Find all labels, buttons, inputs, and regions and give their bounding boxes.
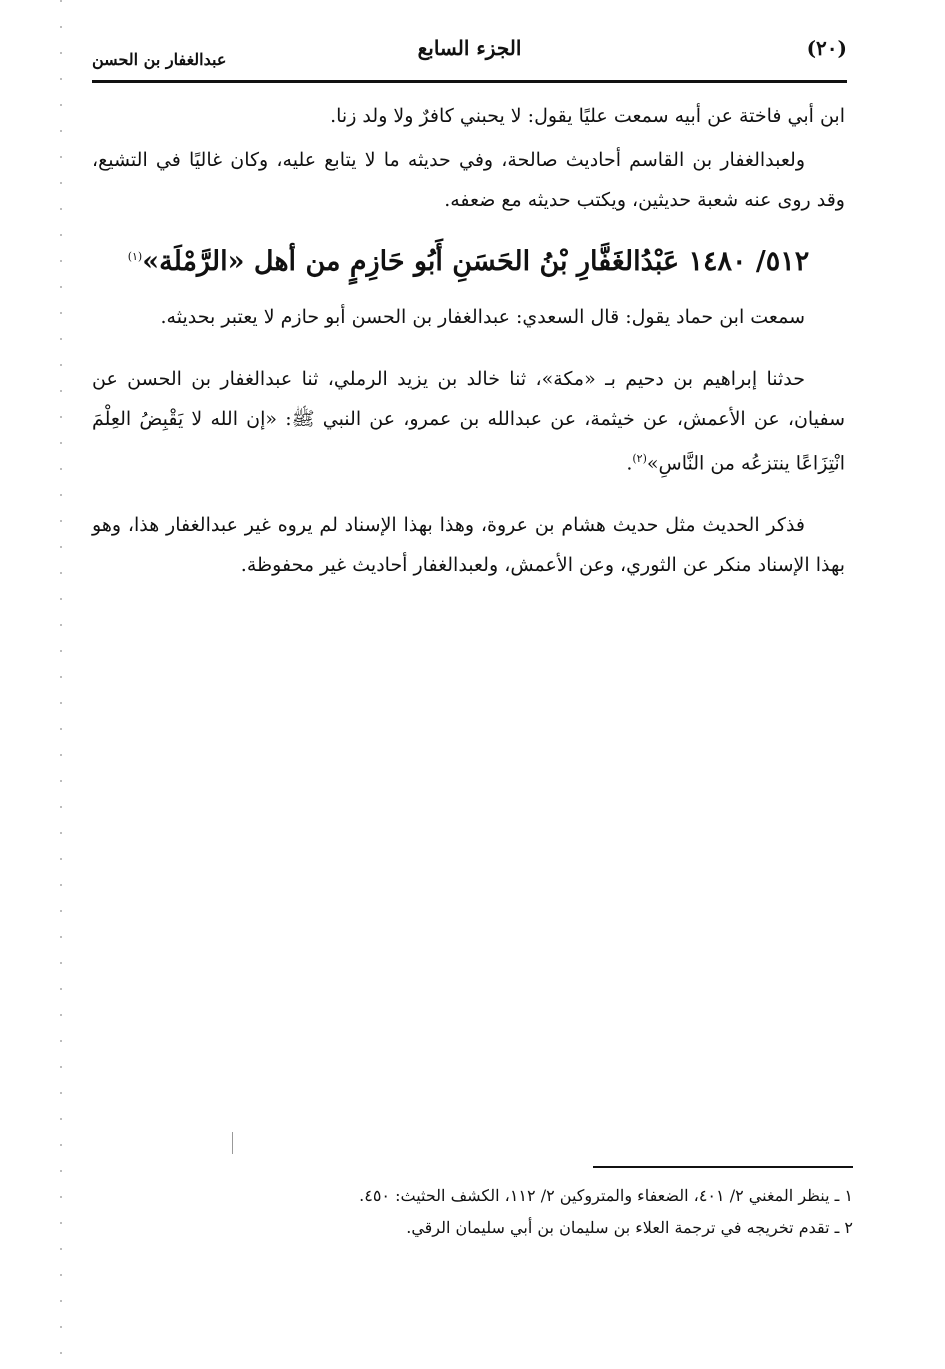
footnote-ref-2: (٢) xyxy=(632,452,647,465)
footnote-2: ٢ ـ تقدم تخريجه في ترجمة العلاء بن سليمان بن أبي سليمان الرقي. xyxy=(406,1218,853,1237)
entry-title-text: ٥١٢/ ١٤٨٠ عَبْدُالغَفَّارِ بْنُ الحَسَنِ أَبُو حَازِمٍ من أهل «الرَّمْلَة» xyxy=(142,246,810,277)
paragraph-4-end: . xyxy=(626,452,633,475)
running-title: عبدالغفار بن الحسن xyxy=(92,50,227,69)
paragraph-5: فذكر الحديث مثل حديث هشام بن عروة، وهذا بهذا الإسناد لم يروه غير عبدالغفار هذا، وهو بهذا الإسناد منكر عن الثوري، وعن الأعمش، ولعبدالغفار أحاديث غير محفوظة. xyxy=(92,514,845,577)
header-rule xyxy=(92,80,847,83)
paragraph-4-text: حدثنا إبراهيم بن دحيم بـ «مكة»، ثنا خالد بن يزيد الرملي، ثنا عبدالغفار بن الحسن عن سفيان، عن الأعمش، عن خيثمة، عن عبدالله بن عمرو، عن النبي ﷺ: «إن الله لا يَقْبِضُ العِلْمَ انْتِزَاعًا ينتزعُه من النَّاسِ» xyxy=(92,368,845,475)
page-header xyxy=(92,34,847,78)
footnote-ref-1: (١) xyxy=(127,250,143,263)
footnote-rule xyxy=(593,1166,853,1168)
scan-mark xyxy=(232,1132,233,1154)
part-title: الجزء السابع xyxy=(417,36,522,60)
binding-edge-dots xyxy=(60,0,62,1369)
footnote-1: ١ ـ ينظر المغني ٢/ ٤٠١، الضعفاء والمتروكين ٢/ ١١٢، الكشف الحثيث: ٤٥٠. xyxy=(359,1186,853,1205)
entry-title xyxy=(92,228,845,291)
paragraph-2: ولعبدالغفار بن القاسم أحاديث صالحة، وفي حديثه ما لا يتابع عليه، وكان غاليًا في التشيع، وقد روى عنه شعبة حديثين، ويكتب حديثه مع ضعفه. xyxy=(92,149,845,211)
page-number: (٢٠) xyxy=(806,36,847,60)
paragraph-3: سمعت ابن حماد يقول: قال السعدي: عبدالغفار بن الحسن أبو حازم لا يعتبر بحديثه. xyxy=(160,306,805,328)
paragraph-4 xyxy=(92,359,845,483)
paragraph-1: ابن أبي فاختة عن أبيه سمعت عليًا يقول: لا يحبني كافرٌ ولا ولد زنا. xyxy=(330,105,845,127)
footnotes xyxy=(92,1180,853,1244)
main-text xyxy=(92,96,845,585)
